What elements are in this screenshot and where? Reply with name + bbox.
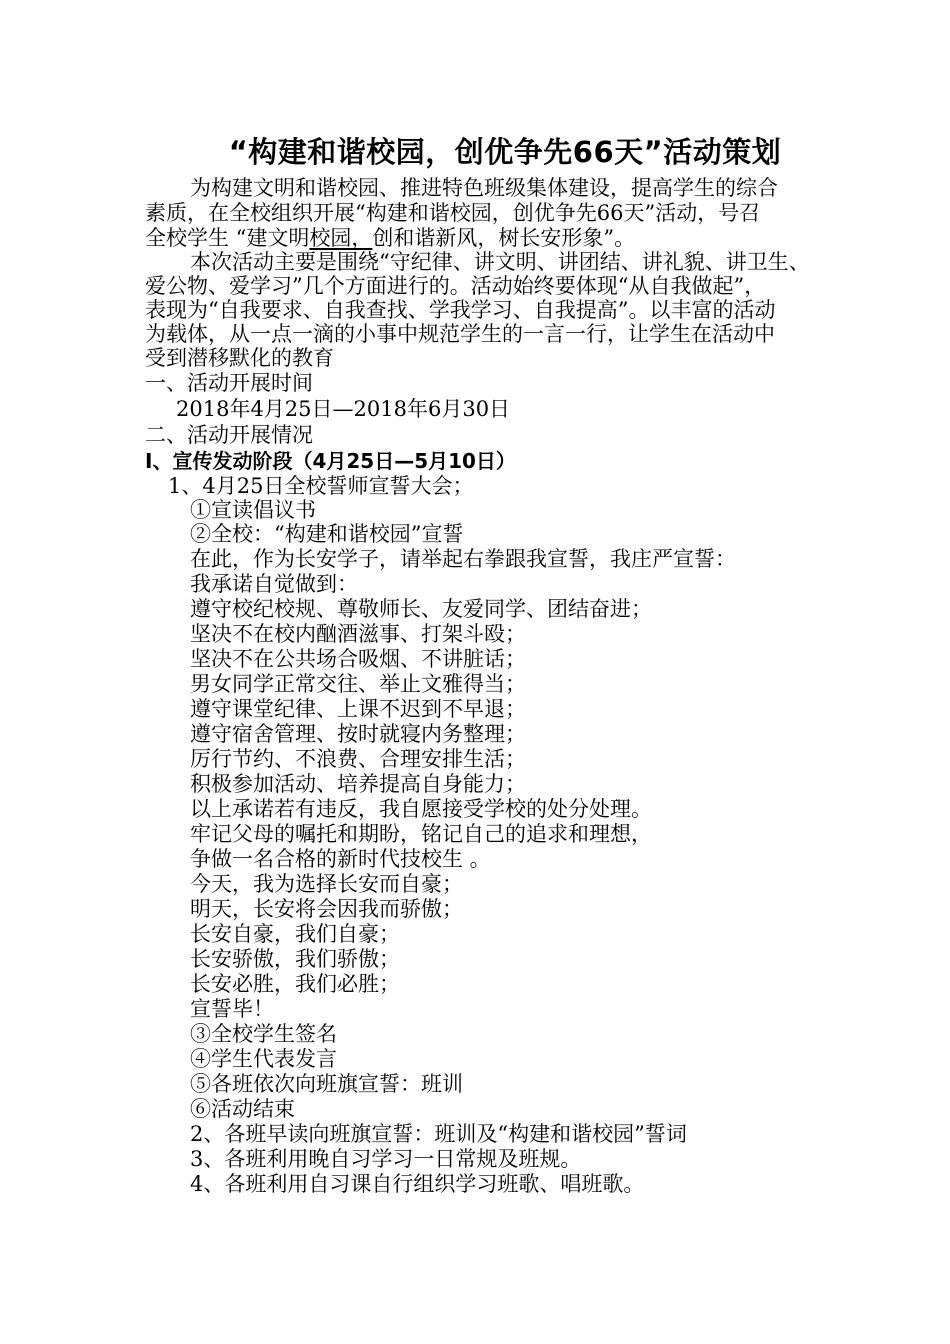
oath-line: 遵守课堂纪律、上课不迟到不早退； <box>190 697 526 721</box>
oath-line: 长安骄傲，我们骄傲； <box>190 947 400 971</box>
campus-link-text <box>309 226 372 250</box>
oath-line: 遵守校纪校规、尊敬师长、友爱同学、团结奋进； <box>190 597 652 621</box>
intro-p2-line2: 爱公物、爱学习”几个方面进行的。活动始终要体现“从自我做起”， <box>145 274 766 298</box>
item2: 2、各班早读向班旗宣誓：班训及“构建和谐校园”誓词 <box>190 1122 687 1146</box>
item1: 1、4月25日全校誓师宣誓大会； <box>168 474 474 498</box>
oath-line: 宣誓毕！ <box>190 997 274 1021</box>
oath-line: 以上承诺若有违反，我自愿接受学校的处分处理。 <box>190 797 652 821</box>
oath-line: 坚决不在校内酗酒滋事、打架斗殴； <box>190 622 526 646</box>
section1-heading: 一、活动开展时间 <box>145 371 313 395</box>
oath-line: 今天，我为选择长安而自豪； <box>190 872 463 896</box>
document-title: “构建和谐校园，创优争先66天”活动策划 <box>228 135 782 169</box>
sub-item-6: ⑥活动结束 <box>190 1097 295 1121</box>
campus-link-word: 校园， <box>309 226 373 250</box>
oath-line: 争做一名合格的新时代技校生 。 <box>190 847 491 871</box>
oath-line: 坚决不在公共场合吸烟、不讲脏话； <box>190 647 526 671</box>
intro-p1-line1: 为构建文明和谐校园、推进特色班级集体建设，提高学生的综合 <box>190 176 778 200</box>
oath-line: 男女同学正常交往、举止文雅得当； <box>190 672 526 696</box>
intro-p1-line3-start: 全校学生 “建文明 <box>145 226 310 250</box>
oath-line: 长安必胜，我们必胜； <box>190 972 400 996</box>
sub-item-3: ③全校学生签名 <box>190 1022 337 1046</box>
oath-line: 牢记父母的嘱托和期盼，铭记自己的追求和理想， <box>190 822 652 846</box>
oath-line: 厉行节约、不浪费、合理安排生活； <box>190 747 526 771</box>
item3: 3、各班利用晚自习学习一日常规及班规。 <box>190 1147 582 1171</box>
activity-dates: 2018年4月25日—2018年6月30日 <box>176 397 511 421</box>
oath-line: 在此，作为长安学子，请举起右拳跟我宣誓，我庄严宣誓： <box>190 547 736 571</box>
oath-line: 积极参加活动、培养提高自身能力； <box>190 772 526 796</box>
stage1-heading: I、宣传发动阶段（4月25日—5月10日） <box>145 449 516 473</box>
oath-line: 遵守宿舍管理、按时就寝内务整理； <box>190 722 526 746</box>
oath-line: 长安自豪，我们自豪； <box>190 922 400 946</box>
intro-p1-line3-end: 创和谐新风，树长安形象”。 <box>372 226 636 250</box>
item4: 4、各班利用自习课自行组织学习班歌、唱班歌。 <box>190 1172 645 1196</box>
sub-item-4: ④学生代表发言 <box>190 1047 337 1071</box>
intro-p2-line3: 表现为“自我要求、自我查找、学我学习、自我提高”。以丰富的活动 <box>145 298 776 322</box>
intro-p2-line1: 本次活动主要是围绕“守纪律、讲文明、讲团结、讲礼貌、讲卫生、 <box>190 250 810 274</box>
section2-heading: 二、活动开展情况 <box>145 423 313 447</box>
intro-p2-line4: 为载体，从一点一滴的小事中规范学生的一言一行，让学生在活动中 <box>145 322 775 346</box>
intro-p1-line3 <box>145 226 635 250</box>
intro-p2-line5: 受到潜移默化的教育 <box>145 346 334 370</box>
sub-item-1: ①宣读倡议书 <box>190 498 316 522</box>
sub-item-2: ②全校：“构建和谐校园”宣誓 <box>190 522 464 546</box>
sub-item-5: ⑤各班依次向班旗宣誓：班训 <box>190 1072 463 1096</box>
oath-line: 明天，长安将会因我而骄傲； <box>190 897 463 921</box>
intro-p1-line2: 素质，在全校组织开展“构建和谐校园，创优争先66天”活动，号召 <box>145 201 761 225</box>
oath-line: 我承诺自觉做到： <box>190 572 358 596</box>
